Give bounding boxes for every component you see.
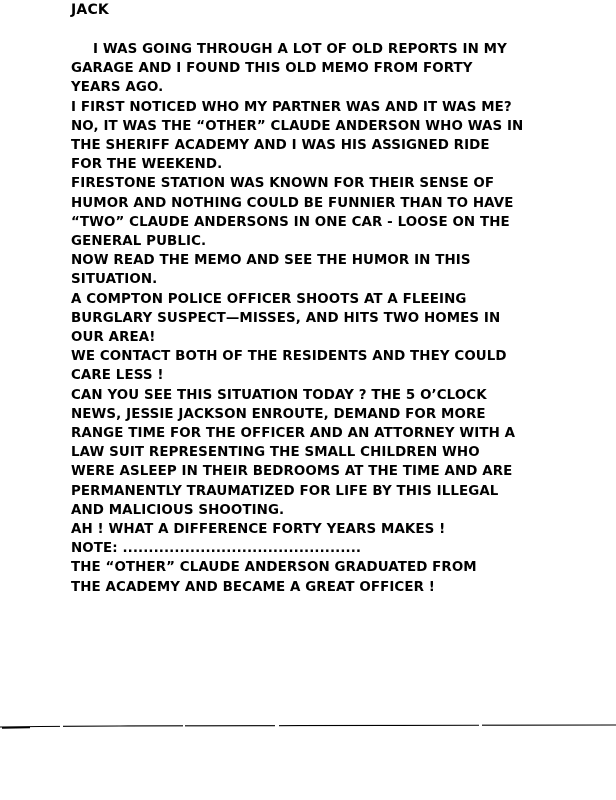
- memo-line: GENERAL PUBLIC.: [71, 234, 207, 250]
- memo-line: WE CONTACT BOTH OF THE RESIDENTS AND THEY COULD: [71, 349, 507, 365]
- memo-line: WERE ASLEEP IN THEIR BEDROOMS AT THE TIME AND ARE: [71, 464, 513, 480]
- memo-line: NO, IT WAS THE “OTHER” CLAUDE ANDERSON WHO WAS IN: [71, 118, 524, 134]
- memo-line: NEWS, JESSIE JACKSON ENROUTE, DEMAND FOR MORE: [71, 406, 486, 422]
- memo-line: NOW READ THE MEMO AND SEE THE HUMOR IN THIS: [71, 253, 471, 269]
- memo-line: I WAS GOING THROUGH A LOT OF OLD REPORTS IN MY: [93, 42, 507, 57]
- memo-body: [71, 40, 601, 597]
- memo-line: FIRESTONE STATION WAS KNOWN FOR THEIR SENSE OF: [71, 176, 495, 192]
- memo-line: A COMPTON POLICE OFFICER SHOOTS AT A FLEEING: [71, 291, 467, 307]
- memo-line: CARE LESS !: [71, 368, 164, 384]
- memo-line: PERMANENTLY TRAUMATIZED FOR LIFE BY THIS ILLEGAL: [71, 483, 499, 499]
- memo-line: THE “OTHER” CLAUDE ANDERSON GRADUATED FROM: [71, 560, 477, 576]
- memo-line: SITUATION.: [71, 272, 158, 288]
- memo-line: “TWO” CLAUDE ANDERSONS IN ONE CAR - LOOSE ON THE: [71, 214, 510, 230]
- memo-line: I FIRST NOTICED WHO MY PARTNER WAS AND IT WAS ME?: [71, 99, 512, 115]
- memo-line: GARAGE AND I FOUND THIS OLD MEMO FROM FORTY: [71, 61, 473, 77]
- salutation: JACK: [71, 2, 109, 18]
- memo-line: FOR THE WEEKEND.: [71, 157, 223, 173]
- memo-line: LAW SUIT REPRESENTING THE SMALL CHILDREN WHO: [71, 445, 480, 461]
- memo-line: HUMOR AND NOTHING COULD BE FUNNIER THAN TO HAVE: [71, 195, 514, 211]
- memo-line: THE ACADEMY AND BECAME A GREAT OFFICER !: [71, 579, 435, 595]
- memo-line: THE SHERIFF ACADEMY AND I WAS HIS ASSIGNED RIDE: [71, 138, 490, 154]
- memo-line: YEARS AGO.: [71, 80, 164, 96]
- scan-artifact-line: [0, 722, 616, 730]
- memo-line: CAN YOU SEE THIS SITUATION TODAY ? THE 5 O’CLOCK: [71, 387, 487, 403]
- memo-line: NOTE: ..............................................: [71, 541, 362, 557]
- memo-line: RANGE TIME FOR THE OFFICER AND AN ATTORNEY WITH A: [71, 426, 516, 442]
- memo-line: AH ! WHAT A DIFFERENCE FORTY YEARS MAKES !: [71, 522, 446, 538]
- memo-line: OUR AREA!: [71, 330, 156, 346]
- memo-line: BURGLARY SUSPECT—MISSES, AND HITS TWO HOMES IN: [71, 310, 501, 326]
- memo-line: AND MALICIOUS SHOOTING.: [71, 502, 285, 518]
